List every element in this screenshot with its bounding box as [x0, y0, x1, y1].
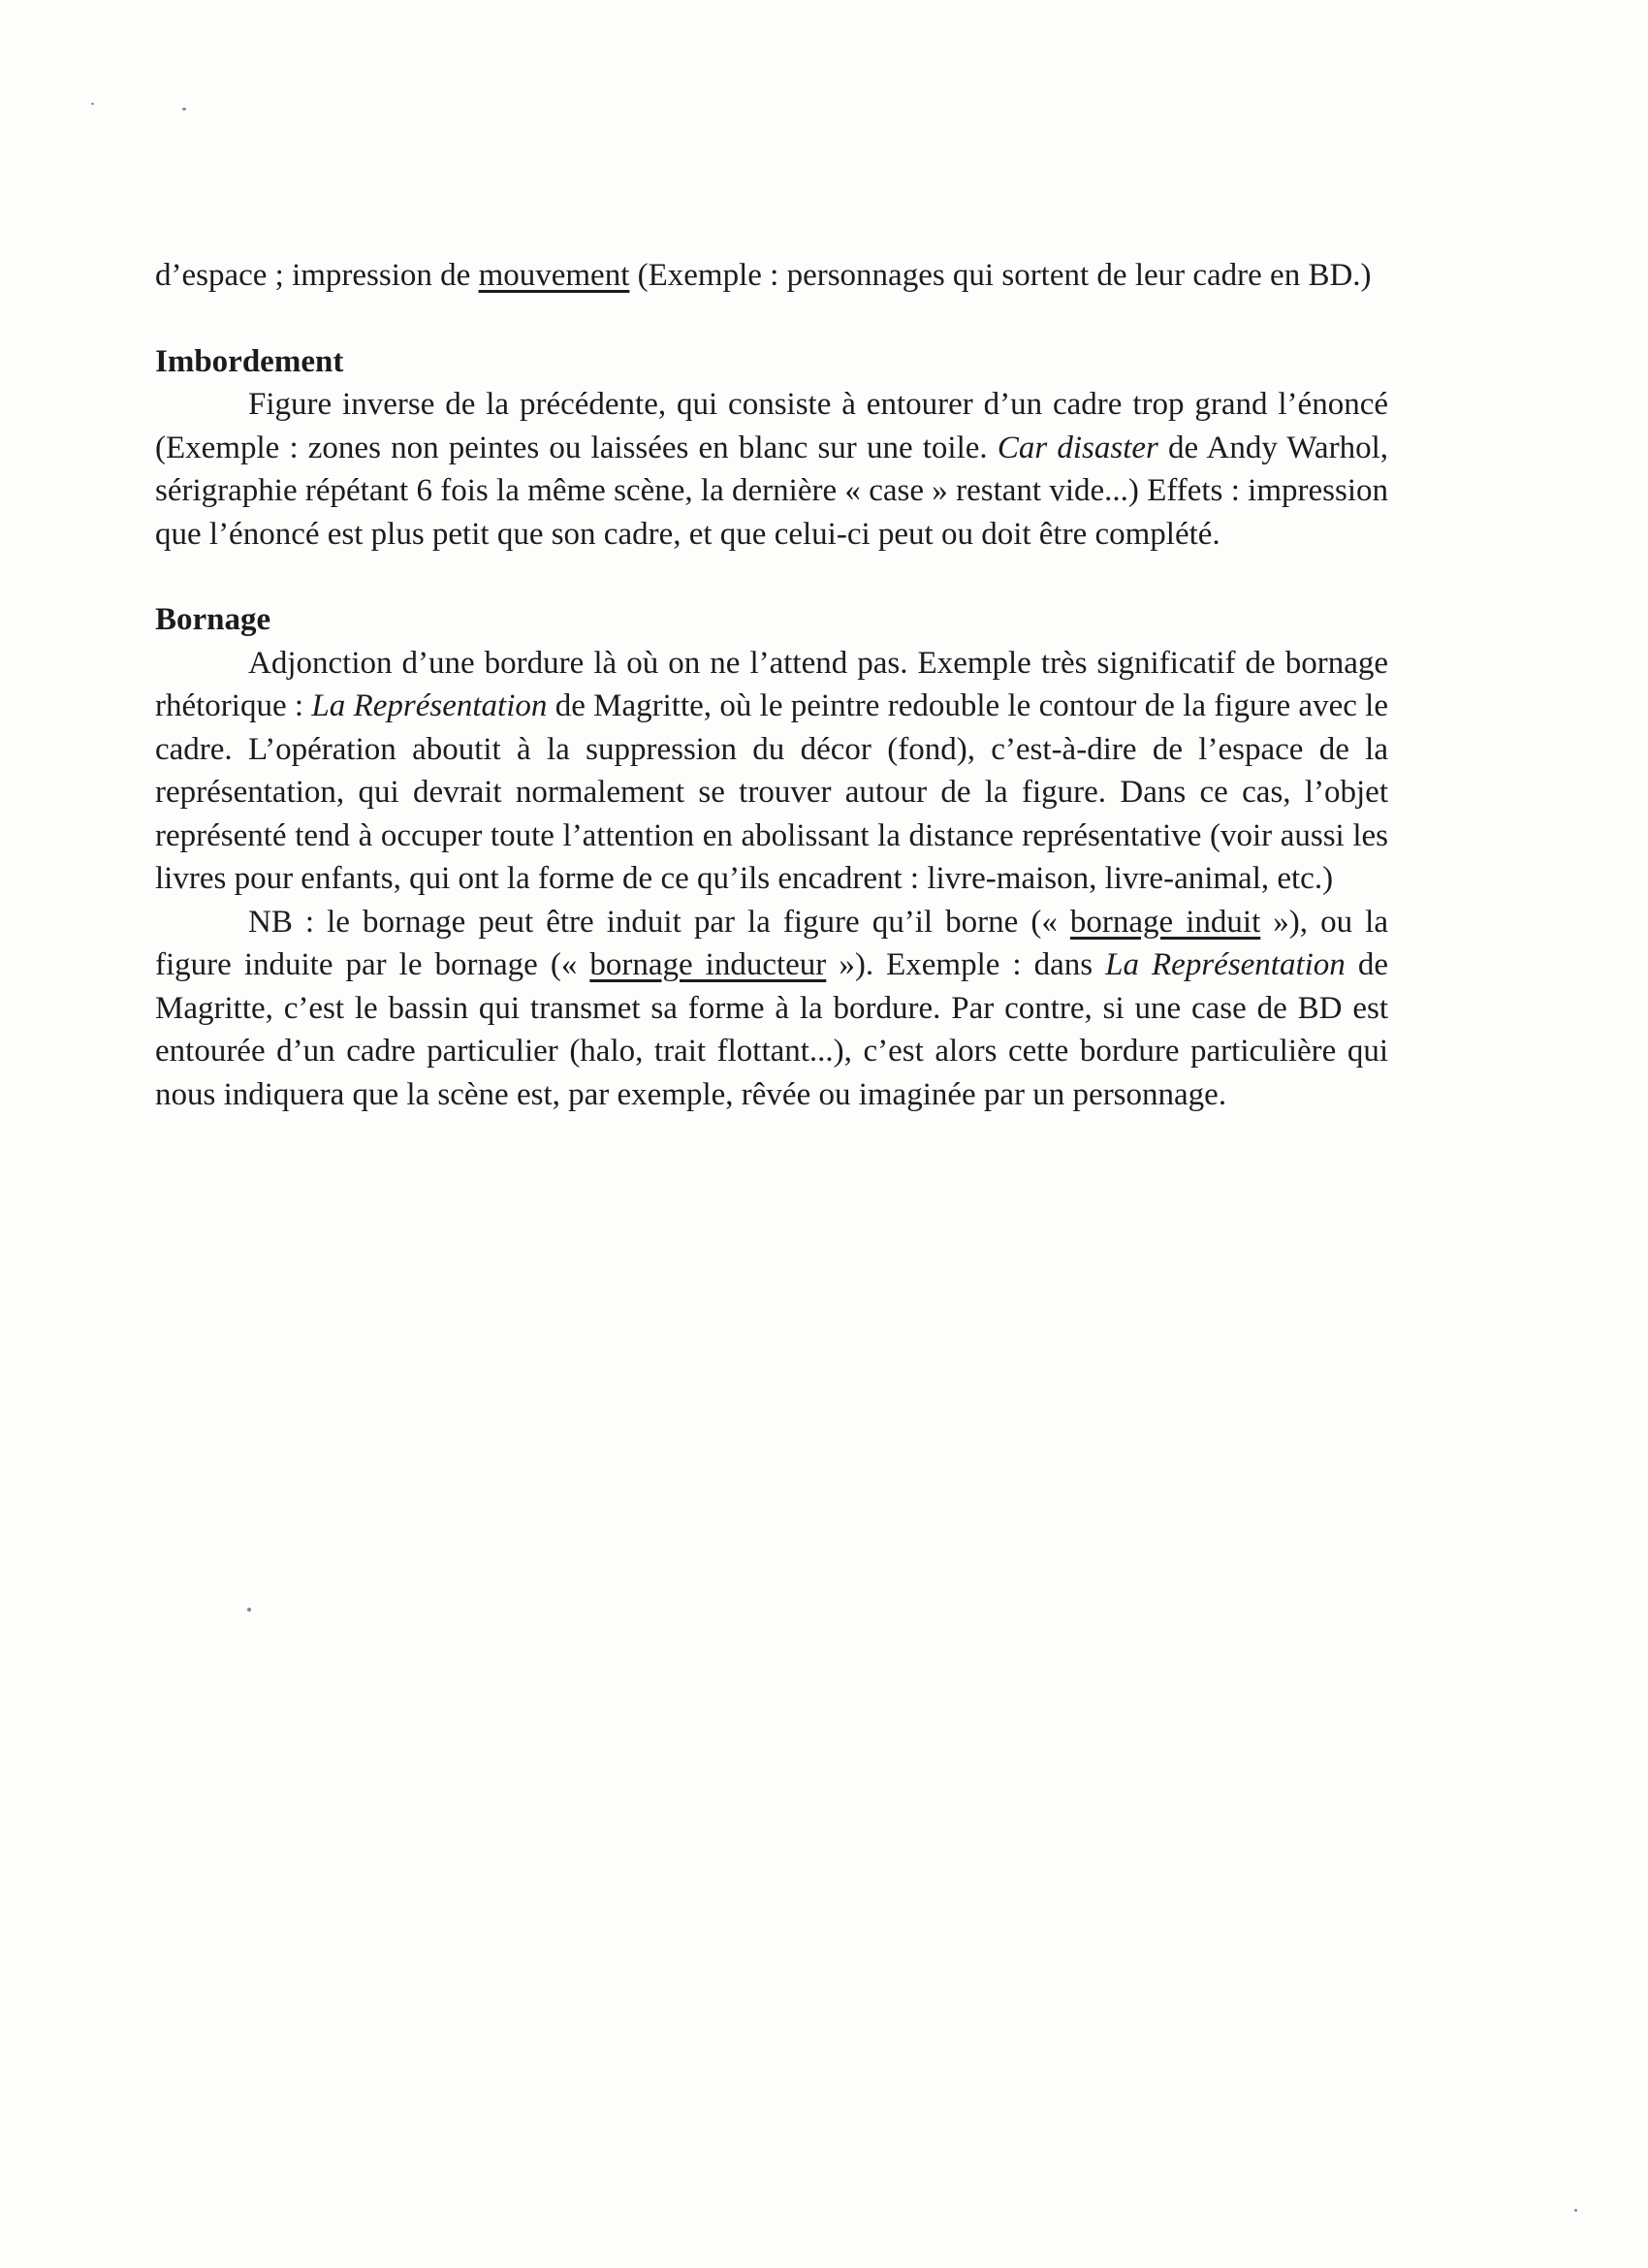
paragraph-text: »), ou la figure induite par le bornage («: [155, 904, 1388, 982]
term-mouvement: mouvement: [478, 258, 630, 293]
paragraph-text: Figure inverse de la précédente, qui consiste à entourer d’un cadre trop grand l’énoncé (Exemple : zones non peintes ou laissées en blanc sur une toile.: [155, 387, 1388, 465]
bornage-paragraph-2: [155, 901, 1388, 1117]
scan-speck: [91, 103, 94, 105]
scan-speck: [247, 1608, 251, 1612]
section-title-bornage: Bornage: [155, 602, 271, 637]
section-title-imbordement: Imbordement: [155, 343, 344, 379]
imbordement-paragraph: [155, 383, 1388, 556]
intro-paragraph: [155, 254, 1388, 298]
paragraph-text: de Magritte, c’est le bassin qui transmet sa forme à la bordure. Par contre, si une case de BD est entourée d’un cadre particulier (halo, trait flottant...), c’est alors cette bordure particulière qui nous indiquera que la scène est, par exemple, rêvée ou imaginée par un personnage.: [155, 947, 1388, 1112]
intro-text: d’espace ; impression de: [155, 258, 479, 293]
intro-text: (Exemple : personnages qui sortent de leur cadre en BD.): [629, 258, 1372, 293]
spacer: [155, 556, 1388, 598]
spacer: [155, 298, 1388, 340]
paragraph-text: »). Exemple : dans: [826, 947, 1106, 982]
work-title: Car disaster: [997, 430, 1158, 465]
document-body: [155, 254, 1388, 1116]
paragraph-text: de Magritte, où le peintre redouble le contour de la figure avec le cadre. L’opération aboutit à la suppression du décor (fond), c’est-à-dire de l’espace de la représentation, qui devrait normalement se trouver autour de la figure. Dans ce cas, l’objet représenté tend à occuper toute l’attention en abolissant la distance représentative (voir aussi les livres pour enfants, qui ont la forme de ce qu’ils encadrent : livre-maison, livre-animal, etc.): [155, 688, 1388, 896]
paragraph-text: NB : le bornage peut être induit par la figure qu’il borne («: [248, 904, 1070, 940]
scan-speck: [1574, 2209, 1577, 2212]
paragraph-text: Adjonction d’une bordure là où on ne l’attend pas. Exemple très significatif de bornage rhétorique :: [155, 645, 1388, 723]
work-title: La Représentation: [1105, 947, 1346, 982]
scan-speck: [182, 108, 186, 111]
bornage-paragraph-1: [155, 642, 1388, 901]
paragraph-text: de Andy Warhol, sérigraphie répétant 6 fois la même scène, la dernière « case » restant vide...) Effets : impression que l’énoncé est plus petit que son cadre, et que celui-ci peut ou doit être complété.: [155, 430, 1388, 552]
term-bornage-induit: bornage induit: [1069, 904, 1261, 940]
term-bornage-inducteur: bornage inducteur: [589, 947, 827, 982]
work-title: La Représentation: [311, 688, 548, 723]
